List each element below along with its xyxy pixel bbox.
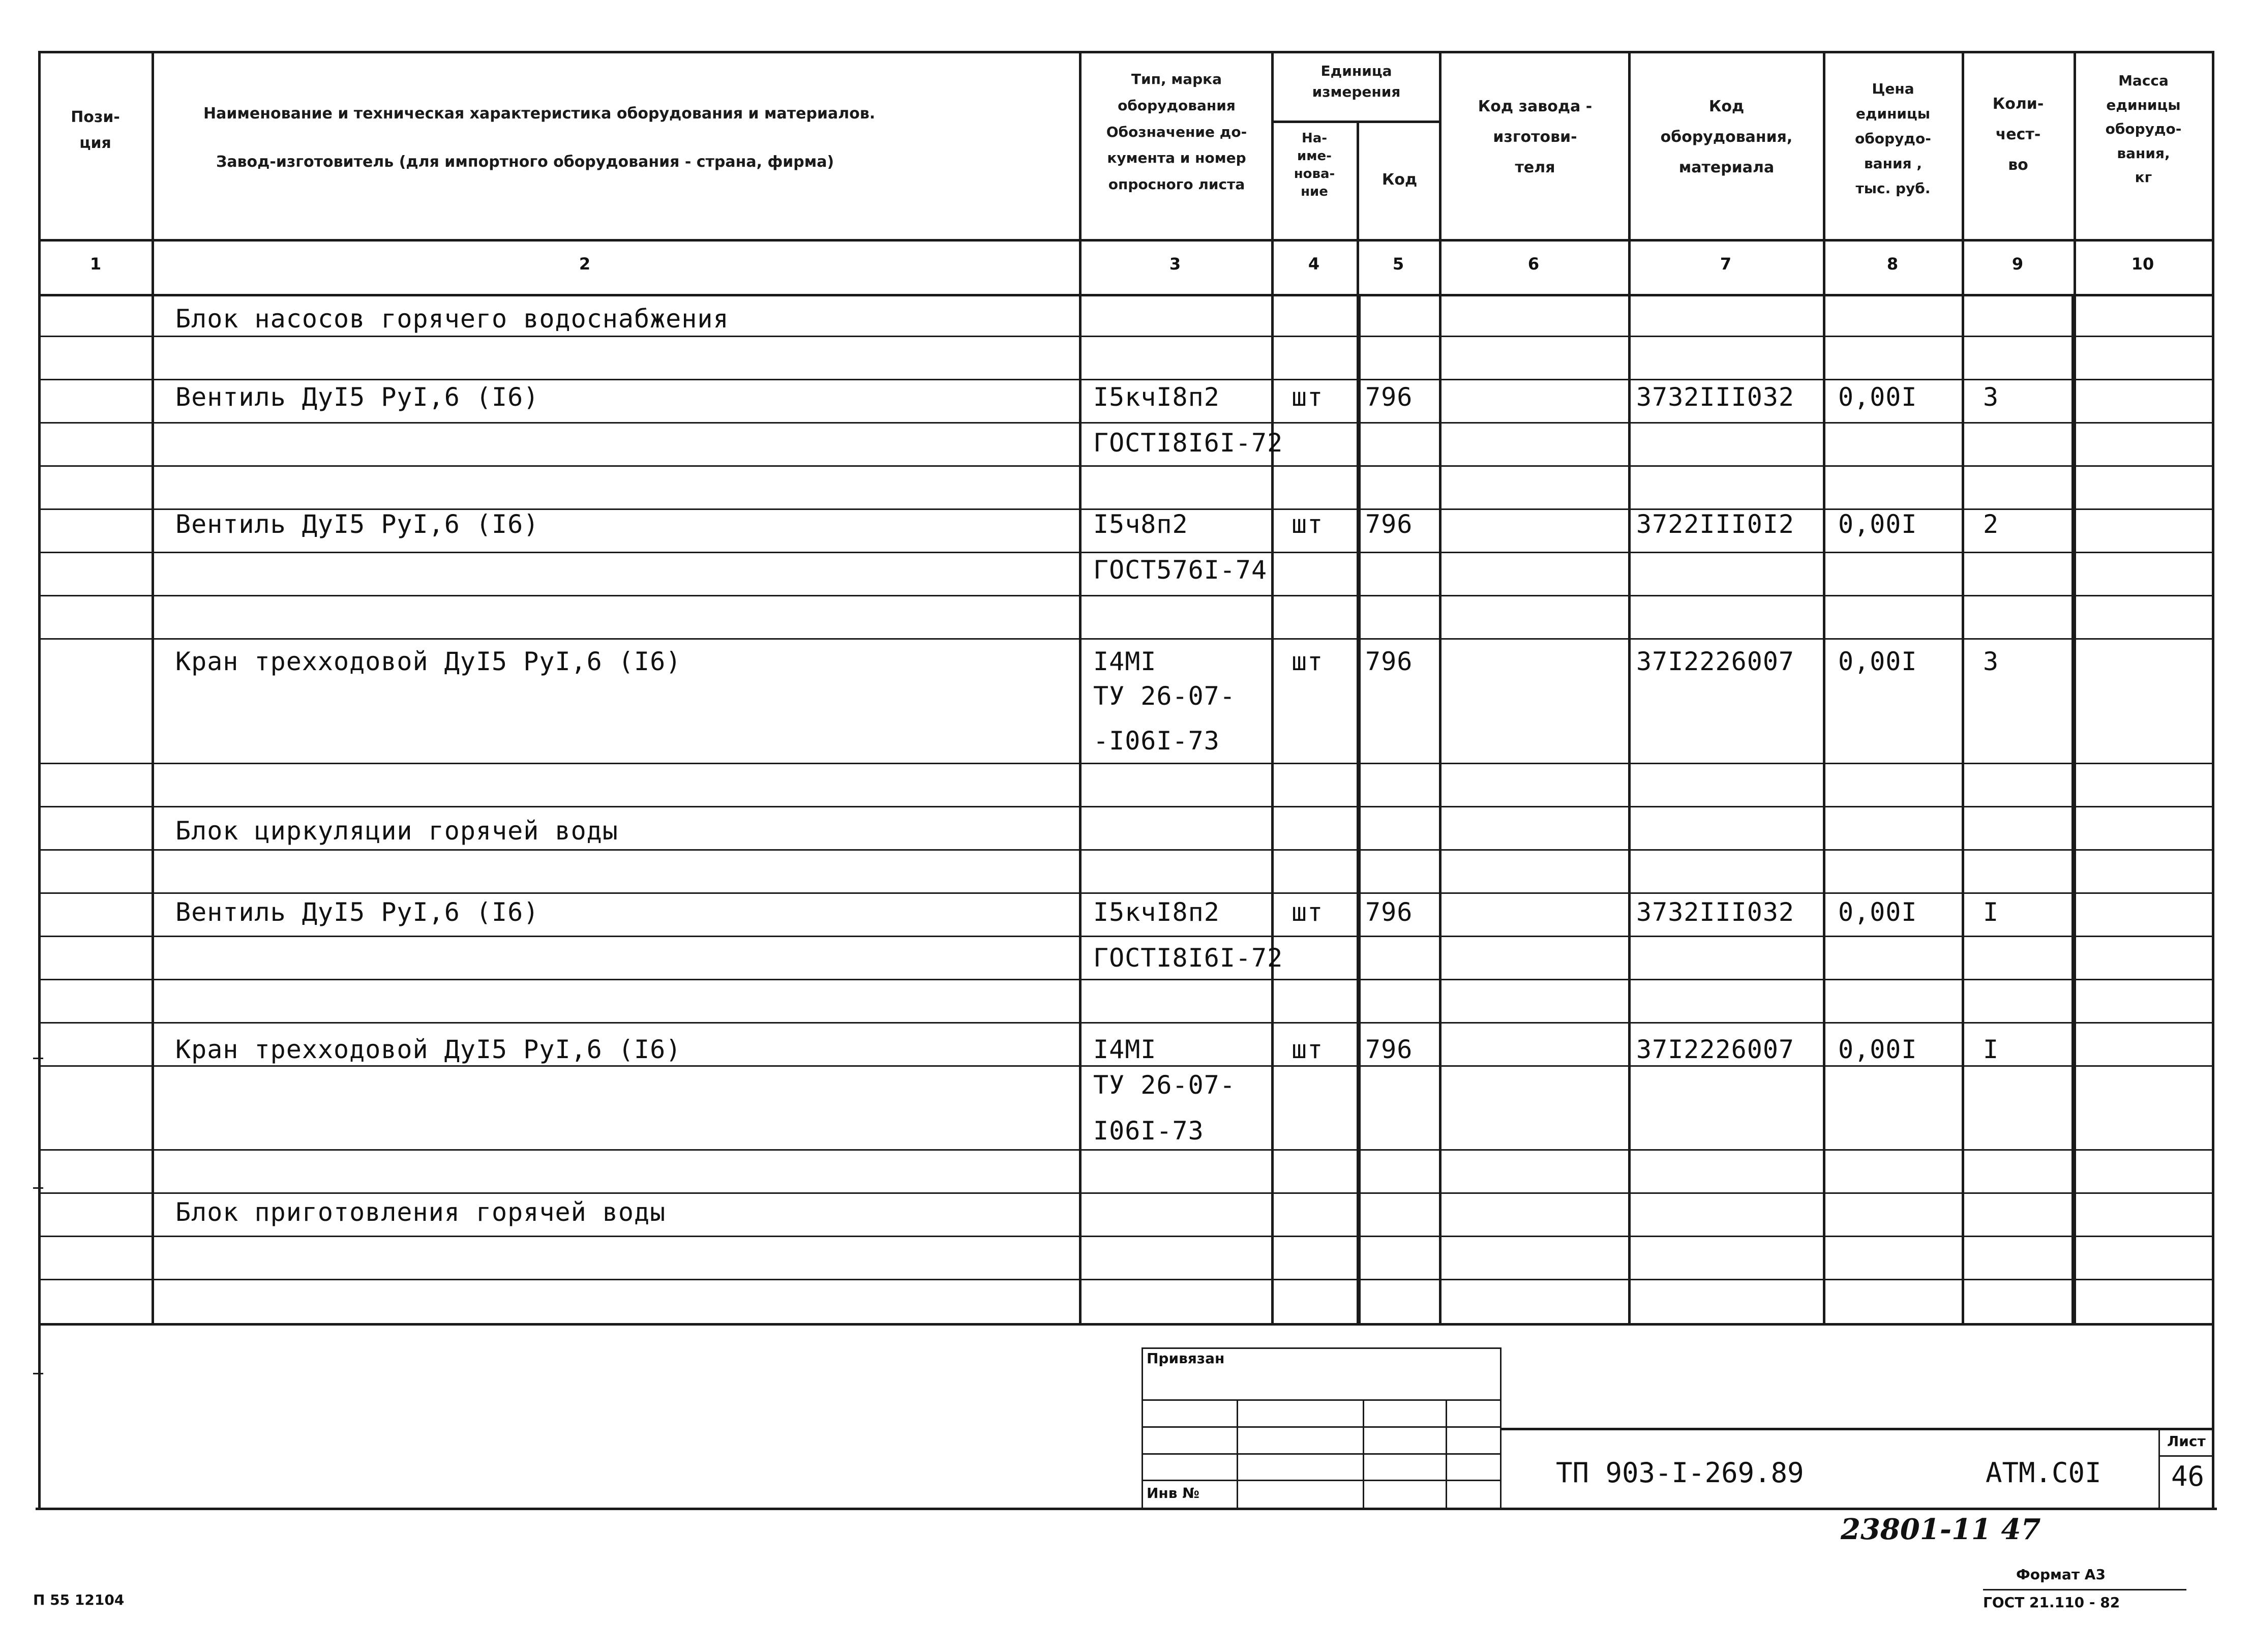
column-number: 10 xyxy=(2131,254,2154,274)
col-divider-2 xyxy=(1079,51,1082,1325)
item-price: 0,00I xyxy=(1838,509,1917,539)
item-unit: шт xyxy=(1292,382,1324,412)
sheet-number: 46 xyxy=(2171,1460,2205,1492)
item-type: I06I-73 xyxy=(1093,1116,1204,1146)
frame-right-line xyxy=(2212,51,2214,1509)
header-equipment-code: Код оборудования, материала xyxy=(1660,98,1793,176)
item-code: 3732III032 xyxy=(1636,897,1795,927)
item-unit: шт xyxy=(1292,509,1324,539)
item-type: ГОСТI8I6I-72 xyxy=(1093,943,1283,973)
item-unit-code: 796 xyxy=(1365,509,1413,539)
item-code: 37I2226007 xyxy=(1636,647,1795,676)
col-divider-3 xyxy=(1271,51,1274,1325)
item-name: Вентиль ДуI5 РуI,6 (I6) xyxy=(175,382,539,412)
row-line xyxy=(38,1192,2214,1194)
column-number: 9 xyxy=(2011,254,2024,274)
sheet-box-divider xyxy=(2158,1455,2214,1457)
title-block-top-line xyxy=(1500,1428,2214,1430)
stamp-line xyxy=(1142,1399,1502,1401)
handwritten-number: 23801-11 47 xyxy=(1841,1513,2041,1546)
row-line xyxy=(38,1022,2214,1024)
item-name: Вентиль ДуI5 РуI,6 (I6) xyxy=(175,897,539,927)
section-title: Блок приготовления горячей воды xyxy=(175,1197,666,1227)
stamp-col-line xyxy=(1363,1399,1364,1509)
header-position: Пози- ция xyxy=(71,108,120,152)
item-price: 0,00I xyxy=(1838,382,1917,412)
colnum-bottom-line xyxy=(38,294,2214,296)
row-line xyxy=(38,379,2214,380)
header-type-mark: Тип, марка оборудования Обозначение до- кумента и номер опросного листа xyxy=(1106,71,1247,193)
col-divider-9-thick xyxy=(2071,294,2076,1325)
footer-gost: ГОСТ 21.110 - 82 xyxy=(1983,1594,2120,1611)
header-factory-code: Код завода - изготови- теля xyxy=(1478,98,1593,176)
item-quantity: 3 xyxy=(1983,647,1999,676)
item-name: Кран трехходовой ДуI5 РуI,6 (I6) xyxy=(175,1035,682,1064)
row-line xyxy=(38,465,2214,467)
column-number: 8 xyxy=(1886,254,1899,274)
stamp-top-line xyxy=(1142,1347,1502,1349)
item-quantity: 2 xyxy=(1983,509,1999,539)
item-unit: шт xyxy=(1292,1035,1324,1064)
col-divider-4-header xyxy=(1357,121,1359,294)
header-unit-price: Цена единицы оборудо- вания , тыс. руб. xyxy=(1855,80,1931,197)
item-unit-code: 796 xyxy=(1365,382,1413,412)
item-code: 37I2226007 xyxy=(1636,1035,1795,1064)
header-unit-group: Единица измерения xyxy=(1312,63,1401,100)
row-line xyxy=(38,1149,2214,1151)
item-code: 3722III0I2 xyxy=(1636,509,1795,539)
row-line xyxy=(38,806,2214,807)
item-type: ГОСТ576I-74 xyxy=(1093,555,1268,585)
col-divider-5 xyxy=(1439,51,1442,1325)
row-line xyxy=(38,422,2214,424)
item-quantity: I xyxy=(1983,1035,1999,1064)
sheet-label: Лист xyxy=(2167,1433,2206,1450)
item-price: 0,00I xyxy=(1838,1035,1917,1064)
stamp-col-line xyxy=(1237,1399,1238,1509)
section-title: Блок циркуляции горячей воды xyxy=(175,816,618,846)
sheet-box-line xyxy=(2158,1428,2160,1509)
item-unit: шт xyxy=(1292,897,1324,927)
col-divider-4-thick xyxy=(1357,294,1361,1325)
item-quantity: I xyxy=(1983,897,1999,927)
item-type: ТУ 26-07- xyxy=(1093,1070,1236,1100)
margin-tick xyxy=(33,1373,43,1374)
doc-mark: АТМ.С0I xyxy=(1986,1457,2101,1489)
header-unit-name: На- име- нова- ние xyxy=(1294,131,1335,200)
section-title: Блок насосов горячего водоснабжения xyxy=(175,304,729,334)
col-divider-7 xyxy=(1823,51,1825,1325)
item-price: 0,00I xyxy=(1838,647,1917,676)
stamp-privyazan-label: Привязан xyxy=(1147,1350,1225,1367)
header-unit-mass: Масса единицы оборудо- вания, кг xyxy=(2105,72,2182,186)
row-line xyxy=(38,336,2214,337)
item-code: 3732III032 xyxy=(1636,382,1795,412)
item-quantity: 3 xyxy=(1983,382,1999,412)
column-number: 2 xyxy=(579,254,591,274)
item-unit: шт xyxy=(1292,647,1324,676)
row-line xyxy=(38,1065,2214,1067)
row-line xyxy=(38,849,2214,851)
item-type: I5кчI8п2 xyxy=(1093,382,1220,412)
stamp-inv-label: Инв № xyxy=(1147,1485,1199,1501)
col-divider-1 xyxy=(152,51,154,1325)
row-line xyxy=(38,638,2214,640)
frame-bottom-line xyxy=(36,1508,2217,1510)
stamp-line xyxy=(1142,1453,1502,1455)
column-number: 3 xyxy=(1169,254,1181,274)
footer-underline xyxy=(1983,1589,2186,1590)
item-name: Вентиль ДуI5 РуI,6 (I6) xyxy=(175,509,539,539)
col-divider-6 xyxy=(1628,51,1631,1325)
row-line xyxy=(38,936,2214,937)
row-line xyxy=(38,1236,2214,1237)
row-line xyxy=(38,763,2214,764)
footer-format: Формат А3 xyxy=(2016,1566,2106,1583)
item-type: ТУ 26-07- xyxy=(1093,681,1236,711)
stamp-left-line xyxy=(1142,1347,1143,1509)
item-unit-code: 796 xyxy=(1365,647,1413,676)
item-type: I4MI xyxy=(1093,1035,1157,1064)
item-unit-code: 796 xyxy=(1365,897,1413,927)
table-bottom-line xyxy=(38,1323,2214,1326)
item-price: 0,00I xyxy=(1838,897,1917,927)
stamp-line xyxy=(1142,1480,1502,1481)
row-line xyxy=(38,595,2214,596)
header-name-line2: Завод-изготовитель (для импортного оборудования - страна, фирма) xyxy=(216,153,834,171)
column-number: 1 xyxy=(89,254,102,274)
header-unit-code: Код xyxy=(1382,171,1418,189)
margin-tick xyxy=(33,1058,43,1059)
header-name-line1: Наименование и техническая характеристика оборудования и материалов. xyxy=(203,105,876,123)
item-type: ГОСТI8I6I-72 xyxy=(1093,428,1283,458)
item-name: Кран трехходовой ДуI5 РуI,6 (I6) xyxy=(175,647,682,676)
item-type: I5кчI8п2 xyxy=(1093,897,1220,927)
col-divider-8 xyxy=(1962,51,1964,1325)
column-number: 7 xyxy=(1720,254,1732,274)
item-type: I5ч8п2 xyxy=(1093,509,1188,539)
margin-tick xyxy=(33,1187,43,1189)
header-bottom-line xyxy=(38,239,2214,242)
frame-left-line xyxy=(38,51,41,1509)
row-line xyxy=(38,892,2214,894)
row-line xyxy=(38,1279,2214,1280)
stamp-col-line xyxy=(1446,1399,1447,1509)
item-type: -I06I-73 xyxy=(1093,726,1220,756)
column-number: 6 xyxy=(1527,254,1540,274)
item-type: I4MI xyxy=(1093,647,1157,676)
item-unit-code: 796 xyxy=(1365,1035,1413,1064)
row-line xyxy=(38,979,2214,980)
stamp-line xyxy=(1142,1426,1502,1428)
doc-code: ТП 903-I-269.89 xyxy=(1556,1457,1804,1489)
column-number: 5 xyxy=(1392,254,1404,274)
header-quantity: Коли- чест- во xyxy=(1992,95,2044,174)
footer-left-code: П 55 12104 xyxy=(33,1591,125,1608)
frame-top-line xyxy=(38,51,2214,53)
column-number: 4 xyxy=(1308,254,1320,274)
row-line xyxy=(38,552,2214,553)
